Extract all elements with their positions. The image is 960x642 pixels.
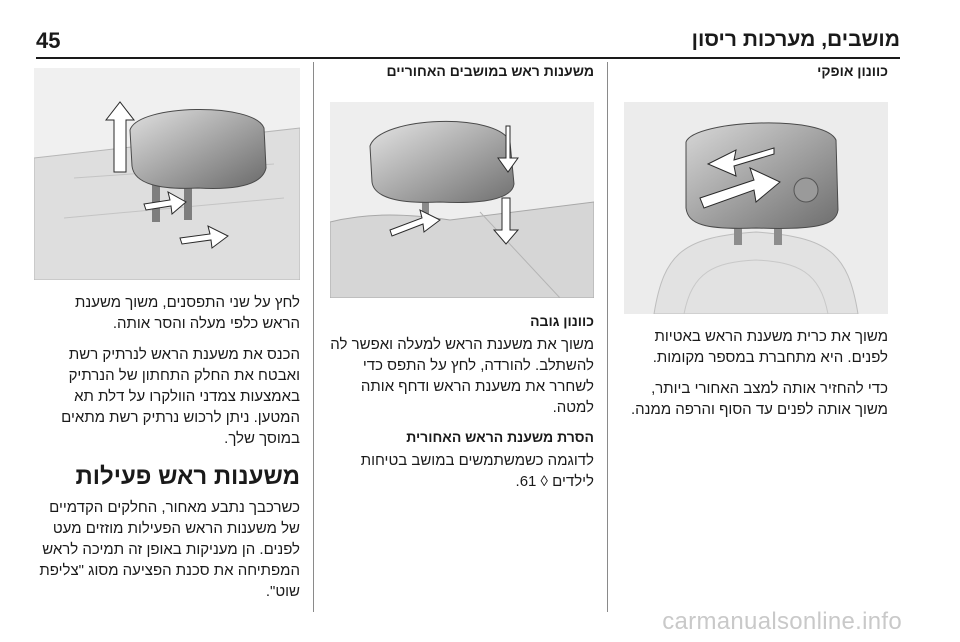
- rear-headrest-height-illustration: [330, 102, 594, 298]
- column-divider: [313, 62, 314, 612]
- active-headrests-text: כשרכבך נתבע מאחור, החלקים הקדמיים של משענות הראש הפעילות מוזזים מעט לפנים. הן מעניקות באופן זה תמיכה לראש המפתיחה את סכנת הפציעה מסוג "צליפת שוט".: [39, 499, 300, 600]
- rear-headrests-heading: משענות ראש במושבים האחוריים: [386, 63, 594, 79]
- page-number: 45: [36, 28, 61, 53]
- height-adjustment-heading: כוונון גובה: [530, 313, 594, 329]
- height-adjustment-text: משוך את משענת הראש למעלה ואפשר לה להשתלב. להורדה, לחץ על התפס כדי לשחרר את משענת הראש ודחף אותה למטה.: [330, 336, 594, 416]
- active-headrests-heading: משענות ראש פעילות: [75, 463, 300, 490]
- removal-text: לדוגמה כשמשתמשים במושב בטיחות לילדים ◊ 61.: [360, 452, 594, 490]
- headrest-removal-illustration: [34, 68, 300, 280]
- horizontal-adjustment-text-1: משוך את כרית משענת הראש באטיות לפנים. היא מתחברת במספר מקומות.: [652, 328, 888, 366]
- headrest-horizontal-illustration: [624, 102, 888, 314]
- rear-headrest-drawing: [330, 102, 594, 298]
- right-column: [620, 62, 888, 430]
- horizontal-adjustment-heading: כוונון אופקי: [817, 63, 888, 79]
- site-watermark: carmanualsonline.info: [662, 608, 902, 635]
- removal-heading: הסרת משענת הראש האחורית: [406, 429, 594, 445]
- headrest-front-drawing: [624, 102, 888, 314]
- left-column: [34, 62, 300, 612]
- storage-text: הכנס את משענת הראש לנרתיק רשת ואבטח את החלק התחתון של הנרתיק באמצעות צמדני הוולקרו על דלת תא המטען. ניתן לרכוש נרתיק רשת מתאים במוסך שלך.: [61, 346, 300, 447]
- column-divider: [607, 62, 608, 612]
- removal-steps-text: לחץ על שני התפסנים, משוך משענת הראש כלפי מעלה והסר אותה.: [75, 294, 300, 332]
- page-header: [36, 28, 900, 54]
- header-divider: [36, 57, 900, 59]
- horizontal-adjustment-text-2: כדי להחזיר אותה למצב האחורי ביותר, משוך אותה לפנים עד הסוף והרפה ממנה.: [631, 380, 888, 418]
- middle-column: [326, 62, 594, 502]
- page-title: מושבים, מערכות ריסון: [691, 28, 900, 51]
- headrest-removal-drawing: [34, 68, 300, 280]
